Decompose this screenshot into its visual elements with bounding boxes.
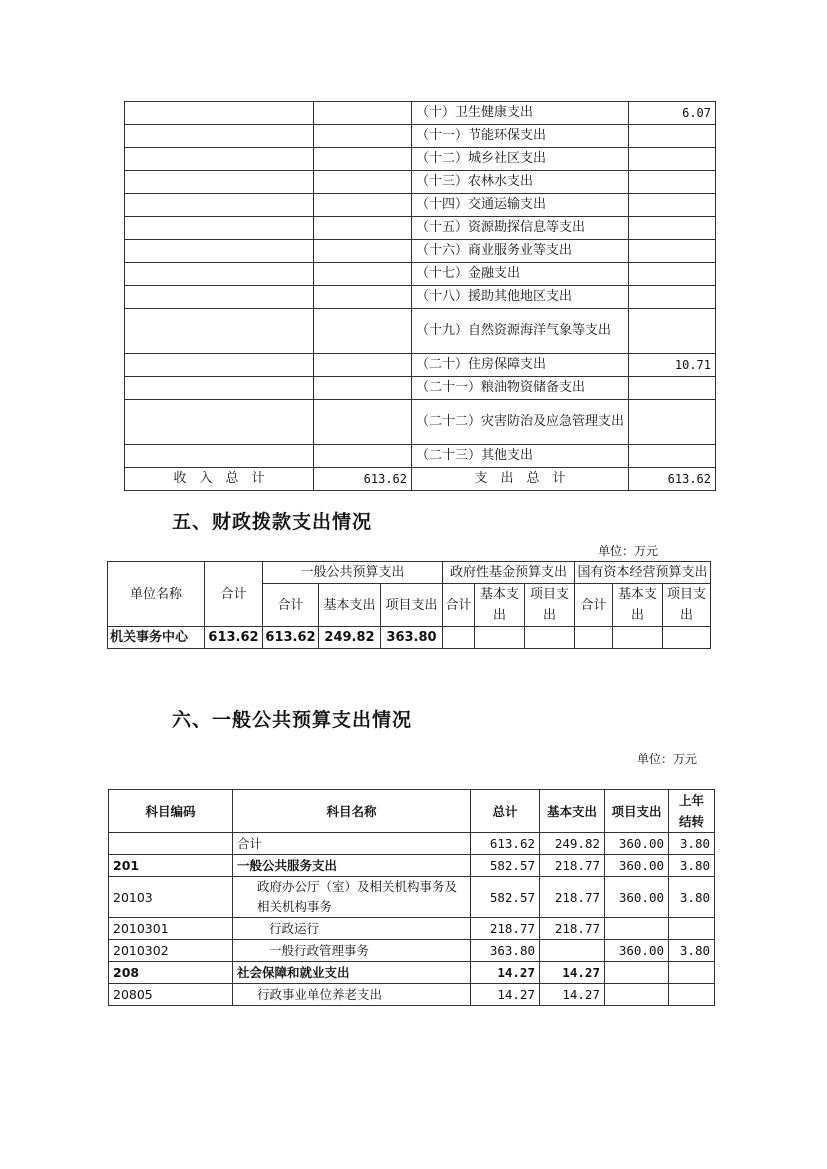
row-code: 201 <box>109 855 233 877</box>
row-total: 14.27 <box>471 984 540 1006</box>
row-name: 一般行政管理事务 <box>233 940 471 962</box>
sub-total: 合计 <box>575 584 613 627</box>
row-name: 行政运行 <box>233 918 471 940</box>
row-basic: 218.77 <box>540 855 605 877</box>
header-row <box>108 562 711 584</box>
row-project: 360.00 <box>605 877 669 918</box>
row-total: 582.57 <box>471 855 540 877</box>
col-unit-name: 单位名称 <box>108 562 205 627</box>
expense-amount <box>629 309 716 354</box>
expense-item: （十八）援助其他地区支出 <box>412 286 629 309</box>
table-row <box>125 217 716 240</box>
expense-amount <box>629 445 716 468</box>
row-total: 613.62 <box>471 833 540 855</box>
row-project <box>605 962 669 984</box>
table-row <box>125 194 716 217</box>
col-total: 合计 <box>205 562 263 627</box>
expense-amount <box>629 400 716 445</box>
table-row <box>125 377 716 400</box>
table-row <box>125 171 716 194</box>
row-carry: 3.80 <box>669 877 715 918</box>
table-row <box>109 855 715 877</box>
expense-amount <box>629 377 716 400</box>
sub-basic: 基本支出 <box>319 584 381 627</box>
col-basic: 基本支出 <box>540 790 605 833</box>
expense-amount <box>629 148 716 171</box>
col-code: 科目编码 <box>109 790 233 833</box>
col-total: 总计 <box>471 790 540 833</box>
sub-project: 项目支出 <box>525 584 575 627</box>
expense-amount <box>629 194 716 217</box>
expense-item: （十四）交通运输支出 <box>412 194 629 217</box>
income-total-value: 613.62 <box>314 468 412 491</box>
expense-amount <box>629 286 716 309</box>
expense-item: （十二）城乡社区支出 <box>412 148 629 171</box>
row-carry <box>669 984 715 1006</box>
col-state-capital: 国有资本经营预算支出 <box>575 562 711 584</box>
table-row <box>125 102 716 125</box>
expense-item: （二十一）粮油物资储备支出 <box>412 377 629 400</box>
row-name: 一般公共服务支出 <box>233 855 471 877</box>
expense-total-value: 613.62 <box>629 468 716 491</box>
table-row <box>125 125 716 148</box>
sub-basic: 基本支出 <box>613 584 663 627</box>
expense-amount <box>629 125 716 148</box>
row-basic: 14.27 <box>540 984 605 1006</box>
expense-item: （十七）金融支出 <box>412 263 629 286</box>
sub-project: 项目支出 <box>381 584 443 627</box>
sub-total: 合计 <box>263 584 319 627</box>
row-code: 2010302 <box>109 940 233 962</box>
row-total: 14.27 <box>471 962 540 984</box>
expense-item: （二十二）灾害防治及应急管理支出 <box>412 400 629 445</box>
row-name: 社会保障和就业支出 <box>233 962 471 984</box>
expense-item: （二十三）其他支出 <box>412 445 629 468</box>
table-row <box>125 286 716 309</box>
sub-basic: 基本支出 <box>475 584 525 627</box>
row-total: 582.57 <box>471 877 540 918</box>
expense-amount <box>629 217 716 240</box>
row-name: 合计 <box>233 833 471 855</box>
row-carry <box>669 918 715 940</box>
row-total: 218.77 <box>471 918 540 940</box>
general-project: 363.80 <box>381 627 443 649</box>
row-code: 20805 <box>109 984 233 1006</box>
table-row <box>125 354 716 377</box>
general-budget-body <box>109 790 715 1006</box>
unit-name: 机关事务中心 <box>108 627 205 649</box>
sub-project: 项目支出 <box>663 584 711 627</box>
row-basic: 218.77 <box>540 877 605 918</box>
row-project <box>605 918 669 940</box>
row-carry <box>669 962 715 984</box>
table-row <box>125 148 716 171</box>
row-carry: 3.80 <box>669 833 715 855</box>
general-budget-table <box>108 789 715 1006</box>
col-project: 项目支出 <box>605 790 669 833</box>
table-row <box>109 940 715 962</box>
col-carry: 上年结转 <box>669 790 715 833</box>
table-row <box>125 400 716 445</box>
row-project: 360.00 <box>605 833 669 855</box>
row-basic: 249.82 <box>540 833 605 855</box>
table-row <box>125 240 716 263</box>
row-name: 行政事业单位养老支出 <box>233 984 471 1006</box>
fiscal-appropriation-table <box>107 561 711 649</box>
income-total-label: 收 入 总 计 <box>125 468 314 491</box>
expense-item: （十三）农林水支出 <box>412 171 629 194</box>
row-code: 2010301 <box>109 918 233 940</box>
table-row <box>109 962 715 984</box>
row-total: 613.62 <box>205 627 263 649</box>
row-total: 363.80 <box>471 940 540 962</box>
total-row <box>125 468 716 491</box>
table-row <box>109 877 715 918</box>
general-total: 613.62 <box>263 627 319 649</box>
row-basic: 14.27 <box>540 962 605 984</box>
expense-item: （十九）自然资源海洋气象等支出 <box>412 309 629 354</box>
row-name: 政府办公厅（室）及相关机构事务及相关机构事务 <box>233 877 471 918</box>
col-name: 科目名称 <box>233 790 471 833</box>
section5-unit: 单位：万元 <box>598 544 659 558</box>
table-row <box>109 918 715 940</box>
row-project <box>605 984 669 1006</box>
sub-total: 合计 <box>443 584 475 627</box>
header-row <box>109 790 715 833</box>
row-code: 20103 <box>109 877 233 918</box>
expense-amount: 10.71 <box>629 354 716 377</box>
col-fund-budget: 政府性基金预算支出 <box>443 562 575 584</box>
section6-unit: 单位：万元 <box>637 752 698 766</box>
row-project: 360.00 <box>605 940 669 962</box>
expense-item: （二十）住房保障支出 <box>412 354 629 377</box>
expense-amount: 6.07 <box>629 102 716 125</box>
expense-amount <box>629 240 716 263</box>
table-row <box>108 627 711 649</box>
expense-item: （十）卫生健康支出 <box>412 102 629 125</box>
table-row <box>125 309 716 354</box>
expense-total-label: 支 出 总 计 <box>412 468 629 491</box>
expense-item: （十五）资源勘探信息等支出 <box>412 217 629 240</box>
income-expense-body <box>125 102 716 491</box>
row-code <box>109 833 233 855</box>
expense-amount <box>629 171 716 194</box>
expense-item: （十六）商业服务业等支出 <box>412 240 629 263</box>
table-row <box>109 984 715 1006</box>
section5-title: 五、财政拨款支出情况 <box>172 511 373 533</box>
col-general-budget: 一般公共预算支出 <box>263 562 443 584</box>
fiscal-appropriation-body <box>108 562 711 649</box>
row-carry: 3.80 <box>669 855 715 877</box>
row-project: 360.00 <box>605 855 669 877</box>
table-row <box>125 263 716 286</box>
section6-title: 六、一般公共预算支出情况 <box>172 709 413 731</box>
row-basic: 218.77 <box>540 918 605 940</box>
row-basic <box>540 940 605 962</box>
income-expense-table <box>124 101 716 491</box>
general-basic: 249.82 <box>319 627 381 649</box>
row-code: 208 <box>109 962 233 984</box>
row-carry: 3.80 <box>669 940 715 962</box>
expense-amount <box>629 263 716 286</box>
expense-item: （十一）节能环保支出 <box>412 125 629 148</box>
table-row <box>109 833 715 855</box>
table-row <box>125 445 716 468</box>
